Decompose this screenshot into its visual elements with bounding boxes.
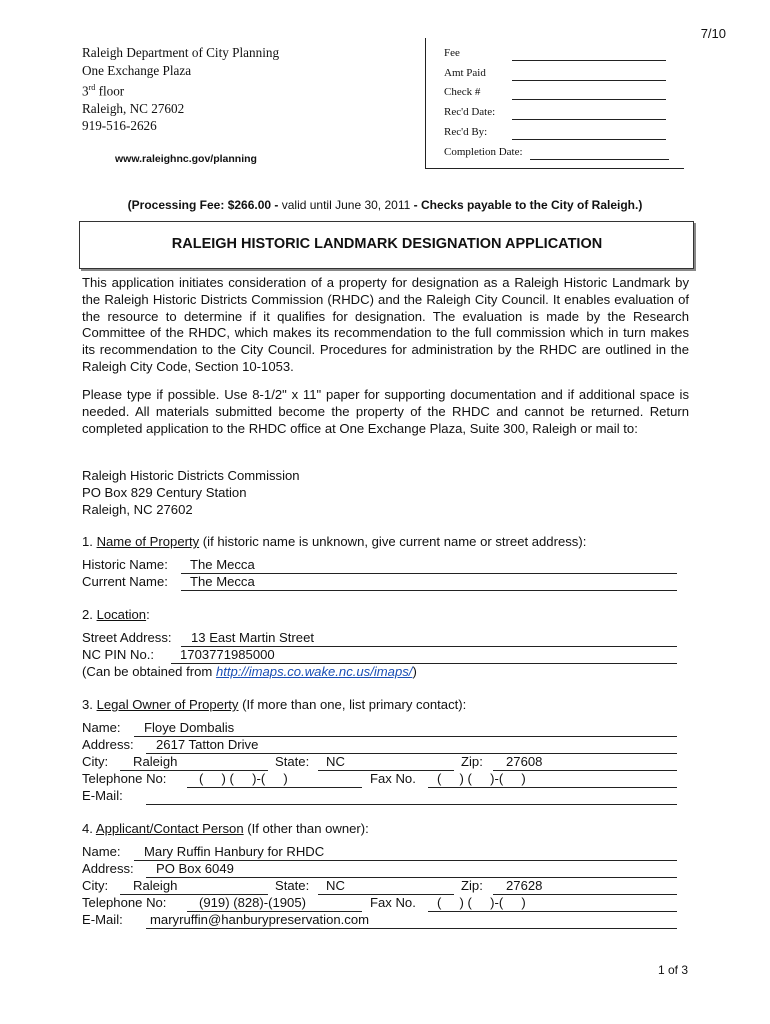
- dept-floor: 3rd floor: [82, 83, 125, 99]
- applicant-fax-value[interactable]: ( ) ( )-( ): [437, 895, 526, 910]
- recd-by-label: Rec'd By:: [444, 126, 488, 138]
- mail-address: [82, 468, 300, 518]
- section-2-heading: 2. Location:: [82, 607, 150, 622]
- page-number: 1 of 3: [657, 963, 688, 977]
- owner-city-label: City:: [82, 754, 109, 769]
- applicant-city-value[interactable]: Raleigh: [133, 878, 178, 893]
- owner-email-line: [146, 804, 677, 805]
- applicant-email-label: E-Mail:: [82, 912, 123, 927]
- pin-value[interactable]: 1703771985000: [180, 647, 275, 662]
- current-name-label: Current Name:: [82, 574, 168, 589]
- mail-line-box: PO Box 829 Century Station: [82, 484, 247, 500]
- street-address-label: Street Address:: [82, 630, 172, 645]
- owner-fax-label: Fax No.: [370, 771, 416, 786]
- imaps-link[interactable]: http://imaps.co.wake.nc.us/imaps/: [215, 664, 413, 679]
- applicant-address-label: Address:: [82, 861, 134, 876]
- owner-address-line: [146, 753, 677, 754]
- applicant-telephone-label: Telephone No:: [82, 895, 167, 910]
- version-label: 7/10: [700, 26, 726, 41]
- owner-city-value[interactable]: Raleigh: [133, 754, 178, 769]
- applicant-zip-label: Zip:: [461, 878, 483, 893]
- current-name-value[interactable]: The Mecca: [190, 574, 255, 589]
- owner-zip-value[interactable]: 27608: [506, 754, 543, 769]
- section-3-heading: 3. Legal Owner of Property (If more than one, list primary contact):: [82, 697, 467, 712]
- owner-address-label: Address:: [82, 737, 134, 752]
- owner-name-value[interactable]: Floye Dombalis: [144, 720, 235, 735]
- historic-name-line: [181, 573, 677, 574]
- applicant-name-value[interactable]: Mary Ruffin Hanbury for RHDC: [144, 844, 325, 859]
- historic-name-label: Historic Name:: [82, 557, 168, 572]
- dept-phone: 919-516-2626: [82, 118, 157, 134]
- owner-state-label: State:: [275, 754, 310, 769]
- owner-telephone-label: Telephone No:: [82, 771, 167, 786]
- applicant-state-label: State:: [275, 878, 310, 893]
- owner-state-value[interactable]: NC: [326, 754, 345, 769]
- recd-by-line[interactable]: [512, 139, 666, 140]
- owner-telephone-line: [187, 787, 362, 788]
- mail-line-city: Raleigh, NC 27602: [82, 501, 193, 517]
- street-address-value[interactable]: 13 East Martin Street: [191, 630, 314, 645]
- owner-address-value[interactable]: 2617 Tatton Drive: [156, 737, 259, 752]
- applicant-email-line: [146, 928, 677, 929]
- applicant-telephone-value[interactable]: (919) (828)-(1905): [199, 895, 306, 910]
- completion-date-line[interactable]: [530, 159, 669, 160]
- applicant-fax-label: Fax No.: [370, 895, 416, 910]
- applicant-name-label: Name:: [82, 844, 121, 859]
- fee-label: Fee: [444, 47, 460, 59]
- applicant-zip-value[interactable]: 27628: [506, 878, 543, 893]
- check-line[interactable]: [512, 99, 666, 100]
- applicant-fax-line: [428, 911, 677, 912]
- section-4-heading: 4. Applicant/Contact Person (If other than owner):: [82, 821, 369, 836]
- dept-name: Raleigh Department of City Planning: [82, 45, 280, 60]
- recd-date-line[interactable]: [512, 119, 666, 120]
- applicant-address-value[interactable]: PO Box 6049: [156, 861, 234, 876]
- applicant-city-label: City:: [82, 878, 109, 893]
- dept-plaza: One Exchange Plaza: [82, 62, 192, 78]
- instructions-paragraph: Please type if possible. Use 8-1/2" x 11" paper for supporting documentation and if additional space is needed. All materials submitted become the property of the RHDC and cannot be returned. Return completed application to the RHDC office at One Exchange Plaza, Suite 300, Raleigh or mail to:: [82, 387, 689, 436]
- pin-label: NC PIN No.:: [82, 647, 155, 662]
- historic-name-value[interactable]: The Mecca: [190, 557, 255, 572]
- completion-date-label: Completion Date:: [444, 146, 523, 158]
- owner-name-label: Name:: [82, 720, 121, 735]
- office-use-box: [425, 38, 684, 169]
- fee-line[interactable]: [512, 60, 666, 61]
- applicant-address-line: [146, 877, 677, 878]
- amt-paid-line[interactable]: [512, 80, 666, 81]
- website-link[interactable]: www.raleighnc.gov/planning: [115, 153, 257, 165]
- recd-date-label: Rec'd Date:: [444, 106, 496, 118]
- owner-fax-line: [428, 787, 677, 788]
- page-title: RALEIGH HISTORIC LANDMARK DESIGNATION APPLICATION: [171, 236, 603, 252]
- dept-city: Raleigh, NC 27602: [82, 100, 185, 116]
- amt-paid-label: Amt Paid: [444, 67, 486, 79]
- current-name-line: [181, 590, 677, 591]
- processing-fee-note: (Processing Fee: $266.00 - valid until June 30, 2011 - Checks payable to the City of Raleigh.): [127, 198, 643, 212]
- department-address: [82, 44, 279, 135]
- check-label: Check #: [444, 86, 481, 98]
- applicant-state-value[interactable]: NC: [326, 878, 345, 893]
- owner-zip-label: Zip:: [461, 754, 483, 769]
- intro-paragraph: This application initiates consideration of a property for designation as a Raleigh Historic Landmark by the Raleigh Historic Districts Commission (RHDC) and the Raleigh City Council. It enables evaluation of the resource to determine if it qualifies for designation. The evaluation is made by the Research Committee of the RHDC, which makes its recommendation to the full commission which in turn makes its recommendation to the City Council. Procedures for administration by the RHDC are outlined in the Raleigh City Code, Section 10-1053.: [82, 275, 689, 374]
- owner-fax-value[interactable]: ( ) ( )-( ): [437, 771, 526, 786]
- section-1-heading: 1. Name of Property (if historic name is unknown, give current name or street address):: [82, 534, 587, 549]
- pin-lookup-note: (Can be obtained from http://imaps.co.wake.nc.us/imaps/): [82, 664, 417, 679]
- owner-email-label: E-Mail:: [82, 788, 123, 803]
- mail-line-org: Raleigh Historic Districts Commission: [82, 468, 300, 483]
- applicant-email-value[interactable]: maryruffin@hanburypreservation.com: [150, 912, 370, 927]
- owner-telephone-value[interactable]: ( ) ( )-( ): [199, 771, 288, 786]
